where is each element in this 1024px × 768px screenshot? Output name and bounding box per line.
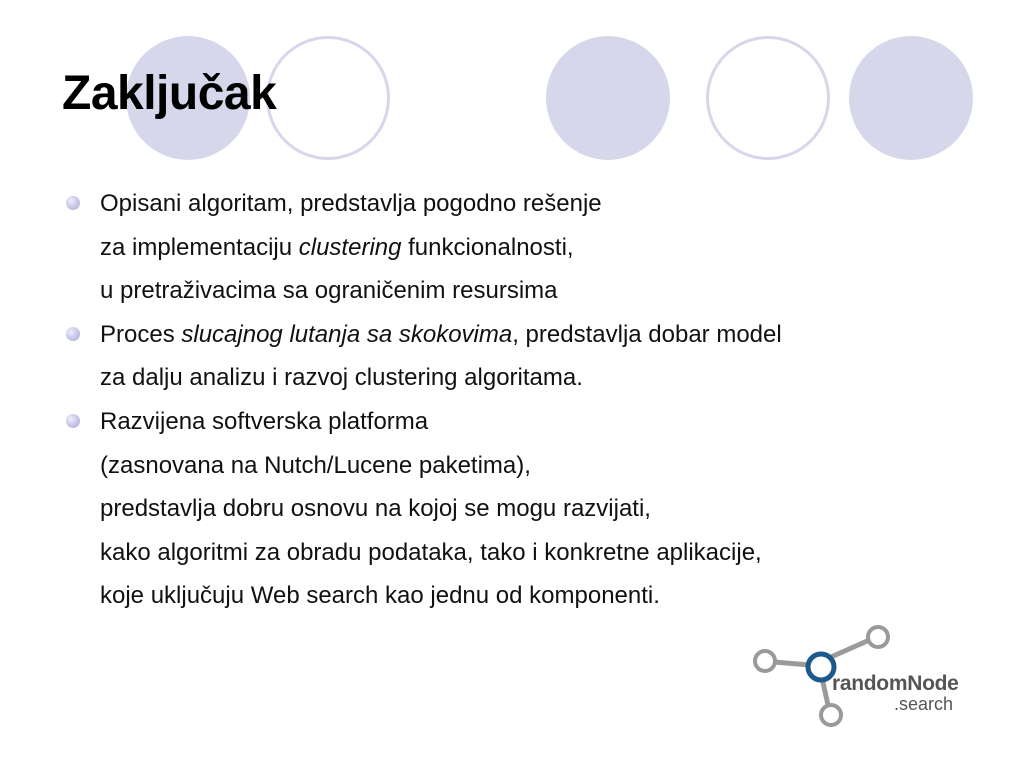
text-segment: funkcionalnosti, xyxy=(401,233,574,261)
text-segment: za implementaciju xyxy=(100,233,299,261)
text-segment: koje uključuju Web search kao jednu od komponenti. xyxy=(100,582,660,610)
text-segment: u pretraživacima sa ograničenim resursima xyxy=(100,277,558,305)
bullet-item xyxy=(0,313,1000,400)
bullet-line xyxy=(100,531,1000,575)
bullet-line xyxy=(100,226,1000,270)
decor-circle-3 xyxy=(546,36,670,160)
bullet-line xyxy=(100,182,1000,226)
bullet-line xyxy=(100,400,1000,444)
text-segment: za dalju analizu i razvoj clustering algoritama. xyxy=(100,364,583,392)
text-segment: kako algoritmi za obradu podataka, tako i konkretne aplikacije, xyxy=(100,538,762,566)
bullet-line xyxy=(100,313,1000,357)
logo-subtitle: .search xyxy=(894,694,954,714)
bullet-line xyxy=(100,356,1000,400)
text-segment: (zasnovana na Nutch/Lucene paketima), xyxy=(100,451,531,479)
text-segment: predstavlja dobru osnovu na kojoj se mogu razvijati, xyxy=(100,495,651,523)
logo-name: randomNode xyxy=(832,672,959,695)
bullet-dot-icon xyxy=(66,414,80,428)
text-segment: Opisani algoritam, predstavlja pogodno rešenje xyxy=(100,190,602,217)
bullet-list xyxy=(0,182,1000,618)
text-segment: Razvijena softverska platforma xyxy=(100,407,429,435)
bullet-line xyxy=(100,574,1000,618)
emphasis-text: clustering xyxy=(298,233,402,261)
decor-circle-2 xyxy=(266,36,390,160)
slide-title: Zaključak xyxy=(62,67,277,120)
text-segment: Proces xyxy=(100,320,182,348)
decor-circle-4 xyxy=(706,36,830,160)
bullet-line xyxy=(100,269,1000,313)
bullet-dot-icon xyxy=(66,196,80,210)
bullet-item xyxy=(0,400,1000,618)
bullet-item xyxy=(0,182,1000,313)
bullet-line xyxy=(100,444,1000,488)
text-segment: , predstavlja dobar model xyxy=(512,320,782,348)
decor-circle-5 xyxy=(849,36,973,160)
randomnode-logo xyxy=(748,620,998,740)
emphasis-text: slucajnog lutanja sa skokovima xyxy=(181,320,513,348)
bullet-line xyxy=(100,487,1000,531)
bullet-dot-icon xyxy=(66,327,80,341)
